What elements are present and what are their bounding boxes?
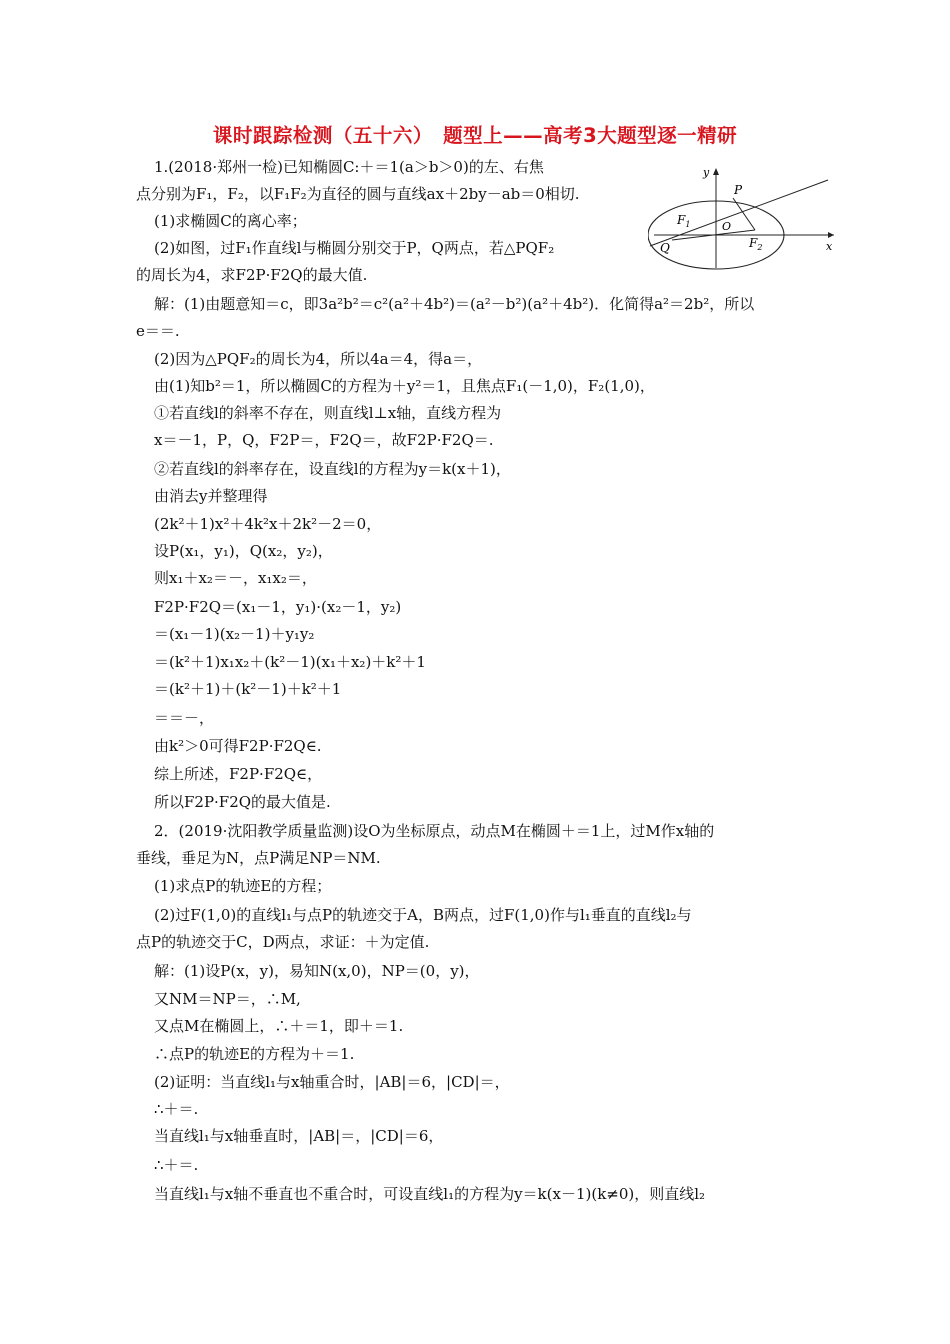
text-line: ＝(x₁－1)(x₂－1)＋y₁y₂	[154, 625, 315, 643]
label-x: x	[826, 240, 833, 253]
text-line: 由k²＞0可得F2P·F2Q∈.	[154, 737, 322, 755]
text-line: 由(1)知b²＝1，所以椭圆C的方程为＋y²＝1，且焦点F₁(－1,0)，F₂(1,0)，	[154, 377, 655, 395]
y-axis-arrow	[713, 168, 719, 175]
text-line: ＝(k²＋1)＋(k²－1)＋k²＋1	[154, 680, 342, 698]
label-f2-subscript: 2	[757, 243, 763, 252]
text-line: e＝＝.	[136, 322, 180, 340]
text-line: (2)过F(1,0)的直线l₁与点P的轨迹交于A，B两点，过F(1,0)作与l₁垂直的直线l₂与	[154, 906, 692, 924]
text-line: 所以F2P·F2Q的最大值是.	[154, 793, 331, 811]
text-line: ∴＋＝.	[154, 1156, 199, 1174]
label-o: O	[722, 220, 732, 233]
label-f1-subscript: 1	[685, 220, 691, 229]
text-line: 当直线l₁与x轴不垂直也不重合时，可设直线l₁的方程为y＝k(x－1)(k≠0)，则直线l₂	[154, 1185, 706, 1203]
text-line: (2)如图，过F₁作直线l与椭圆分别交于P，Q两点，若△PQF₂	[154, 239, 555, 257]
label-q: Q	[660, 241, 670, 255]
ellipse-figure	[648, 160, 838, 270]
text-line: 1.(2018·郑州一检)已知椭圆C:＋＝1(a＞b＞0)的左、右焦	[154, 158, 544, 176]
text-line: ①若直线l的斜率不存在，则直线l⊥x轴，直线方程为	[154, 404, 502, 422]
label-f2-letter: F	[749, 236, 758, 250]
text-line: 又NM＝NP＝，∴M,	[154, 990, 301, 1008]
text-line: x＝－1，P，Q，F2P＝，F2Q＝，故F2P·F2Q＝.	[154, 431, 494, 449]
text-line: (1)求点P的轨迹E的方程；	[154, 877, 332, 895]
text-line: (2)证明：当直线l₁与x轴重合时，|AB|＝6，|CD|＝，	[154, 1073, 510, 1091]
label-y: y	[703, 166, 710, 179]
text-line: F2P·F2Q＝(x₁－1，y₁)·(x₂－1，y₂)	[154, 598, 402, 616]
text-line: ∴＋＝.	[154, 1100, 199, 1118]
text-line: 2．(2019·沈阳教学质量监测)设O为坐标原点，动点M在椭圆＋＝1上，过M作x轴的	[154, 822, 715, 840]
x-axis-arrow	[828, 232, 834, 238]
label-f2	[748, 236, 762, 252]
text-line: 点P的轨迹交于C，D两点，求证：＋为定值.	[136, 933, 430, 951]
text-line: 由消去y并整理得	[154, 487, 268, 505]
text-line: (2)因为△PQF₂的周长为4，所以4a＝4，得a＝，	[154, 350, 483, 368]
text-line: 则x₁＋x₂＝－，x₁x₂＝，	[154, 569, 317, 587]
label-f1	[676, 213, 690, 229]
text-line: 解：(1)由题意知＝c，即3a²b²＝c²(a²＋4b²)＝(a²－b²)(a²＋4b²)．化简得a²＝2b²，所以	[154, 295, 755, 313]
text-line: 又点M在椭圆上，∴＋＝1，即＋＝1.	[154, 1017, 404, 1035]
text-line: 综上所述，F2P·F2Q∈，	[154, 765, 323, 783]
text-line: ∴点P的轨迹E的方程为＋＝1.	[154, 1045, 355, 1063]
label-f1-letter: F	[677, 213, 686, 227]
text-line: ＝＝－，	[154, 709, 215, 727]
text-line: 的周长为4，求F2P·F2Q的最大值.	[136, 266, 368, 284]
text-line: 垂线，垂足为N，点P满足NP＝NM.	[136, 849, 381, 867]
text-line: 解：(1)设P(x，y)，易知N(x,0)，NP＝(0，y)，	[154, 962, 480, 980]
text-line: ＝(k²＋1)x₁x₂＋(k²－1)(x₁＋x₂)＋k²＋1	[154, 653, 426, 671]
text-line: (1)求椭圆C的离心率；	[154, 212, 307, 230]
text-line: 当直线l₁与x轴垂直时，|AB|＝，|CD|＝6，	[154, 1127, 444, 1145]
label-p: P	[734, 183, 743, 197]
text-line: 设P(x₁，y₁)，Q(x₂，y₂)，	[154, 542, 333, 560]
text-line: 点分别为F₁，F₂，以F₁F₂为直径的圆与直线ax＋2by－ab＝0相切.	[136, 185, 580, 203]
page-title: 课时跟踪检测（五十六） 题型上——高考3大题型逐一精研	[212, 124, 738, 147]
text-line: ②若直线l的斜率存在，设直线l的方程为y＝k(x＋1)，	[154, 460, 511, 478]
text-line: (2k²＋1)x²＋4k²x＋2k²－2＝0，	[154, 515, 382, 533]
